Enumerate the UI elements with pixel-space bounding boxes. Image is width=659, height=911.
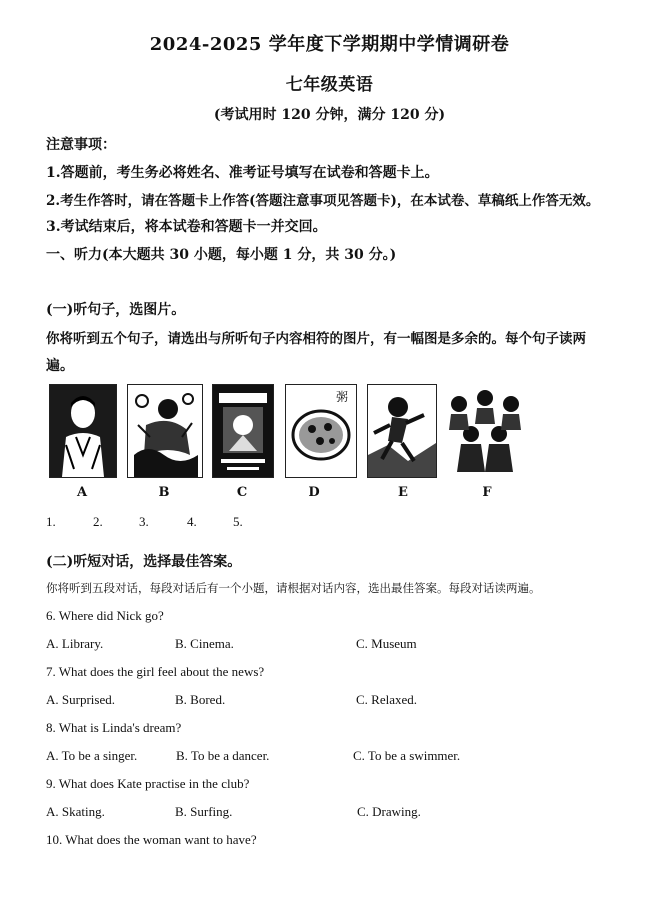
picture-a (49, 384, 117, 478)
part1-instruction-line1: 你将听到五个句子，请选出与所听句子内容相符的图片，有一幅图是多余的。每个句子读两 (46, 331, 586, 347)
q6-option-b: B. Cinema. (175, 636, 234, 651)
picture-label-e: E (398, 485, 408, 500)
part2-instruction: 你将听到五段对话，每段对话后有一个小题，请根据对话内容，选出最佳答案。每段对话读两遍。 (46, 581, 541, 595)
picture-label-f: F (482, 485, 492, 500)
picture-d (285, 384, 357, 478)
girl-with-flowers-icon (128, 385, 202, 477)
picture-c (212, 384, 274, 478)
picture-label-d: D (308, 485, 320, 500)
svg-text:粥: 粥 (336, 390, 349, 404)
exam-subject: 七年级英语 (285, 75, 374, 95)
section1-title: 一、听力(本大题共 30 小题，每小题 1 分，共 30 分。) (46, 247, 397, 263)
q9-option-a: A. Skating. (46, 804, 105, 819)
part2-title: (二)听短对话，选择最佳答案。 (46, 554, 242, 570)
pizza-icon (286, 385, 356, 477)
q7-option-c: C. Relaxed. (356, 692, 418, 707)
blank-3: 3. (139, 514, 149, 529)
picture-e (367, 384, 437, 478)
q9-option-c: C. Drawing. (357, 804, 421, 819)
note-item-1: 1.答题前，考生务必将姓名、准考证号填写在试卷和答题卡上。 (46, 165, 439, 181)
note-item-3: 3.考试结束后，将本试卷和答题卡一并交回。 (46, 219, 327, 235)
q7-option-b: B. Bored. (175, 692, 226, 707)
picture-label-c: C (236, 485, 248, 500)
blank-5: 5. (233, 514, 243, 529)
blank-4: 4. (187, 514, 197, 529)
picture-f (445, 384, 527, 476)
question-10: 10. What does the woman want to have? (46, 832, 257, 847)
running-boy-icon (368, 385, 436, 477)
exam-info: (考试用时 120 分钟，满分 120 分) (213, 107, 446, 123)
q9-option-b: B. Surfing. (175, 804, 233, 819)
note-item-2: 2.考生作答时，请在答题卡上作答(答题注意事项见答题卡)，在本试卷、草稿纸上作答无效。 (46, 193, 600, 209)
question-7: 7. What does the girl feel about the news? (46, 664, 265, 679)
poster-icon (213, 385, 273, 477)
blank-2: 2. (93, 514, 103, 529)
q8-option-b: B. To be a dancer. (176, 748, 270, 763)
blank-1: 1. (46, 514, 56, 529)
picture-label-a: A (76, 485, 88, 500)
q8-option-c: C. To be a swimmer. (353, 748, 461, 763)
picture-b (127, 384, 203, 478)
group-of-friends-icon (445, 384, 527, 476)
picture-label-b: B (158, 485, 170, 500)
part1-title: (一)听句子，选图片。 (46, 302, 186, 318)
question-9: 9. What does Kate practise in the club? (46, 776, 250, 791)
q6-option-a: A. Library. (46, 636, 104, 651)
question-8: 8. What is Linda's dream? (46, 720, 182, 735)
part1-instruction-line2: 遍。 (46, 358, 74, 374)
q8-option-a: A. To be a singer. (46, 748, 138, 763)
question-6: 6. Where did Nick go? (46, 608, 164, 623)
q7-option-a: A. Surprised. (46, 692, 115, 707)
exam-title: 2024-2025 学年度下学期期中学情调研卷 (149, 34, 510, 55)
boy-portrait-icon (50, 385, 116, 477)
notes-heading: 注意事项： (46, 137, 116, 153)
q6-option-c: C. Museum (356, 636, 417, 651)
